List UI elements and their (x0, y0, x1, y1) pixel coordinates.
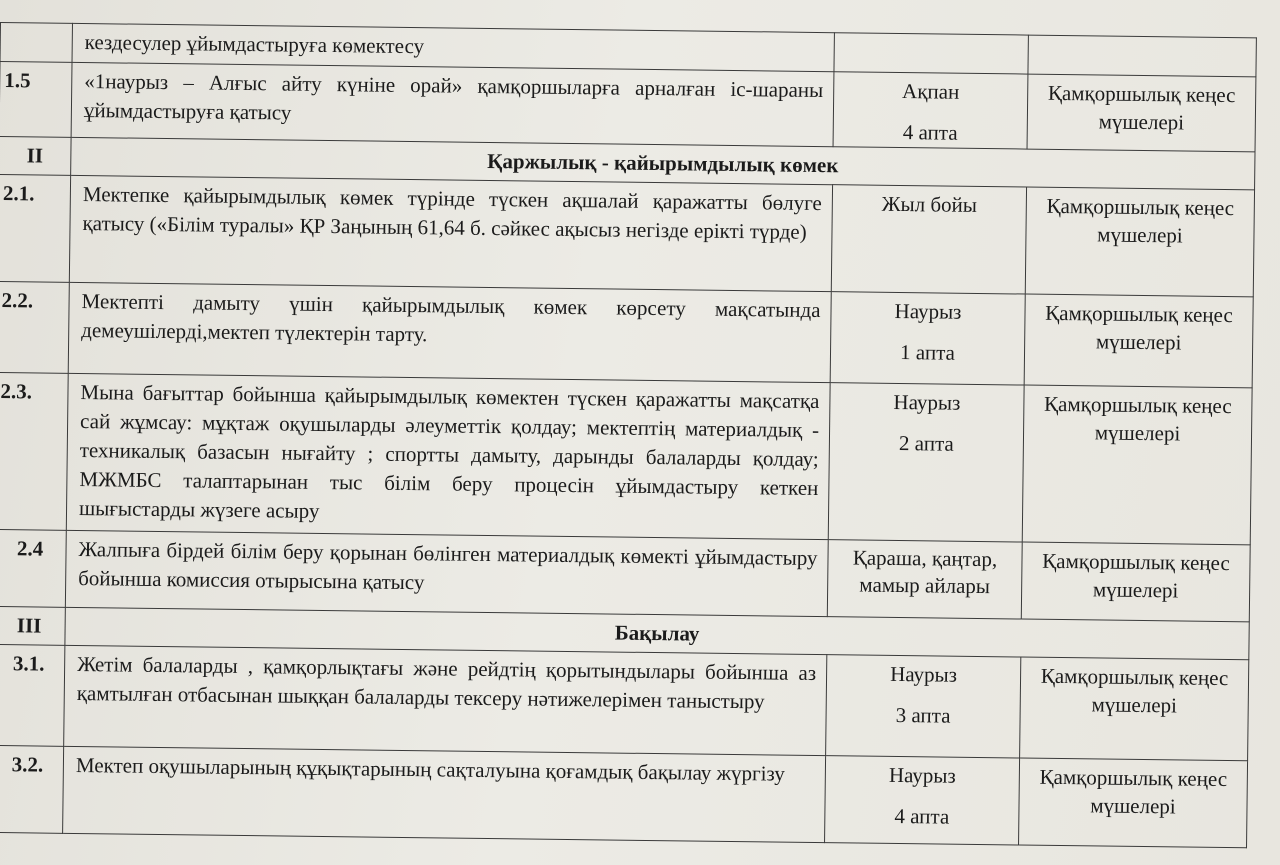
date-period: Қараша, қаңтар, мамыр айлары (852, 545, 998, 599)
date-cell (827, 540, 1022, 619)
date-month: Наурыз (888, 762, 956, 788)
date-week: 2 апта (898, 431, 954, 456)
date-week: 3 апта (895, 702, 951, 728)
activity-text: «1наурыз – Алғыс айту күніне орай» қамқоршыларға арналған іс-шараны ұйымдастыруға қатысу (71, 62, 834, 146)
table-row (0, 372, 1252, 544)
table-row (0, 745, 1248, 847)
section-title: Бақылау (65, 607, 1249, 659)
date-week: 4 апта (894, 803, 950, 829)
table-row (0, 644, 1249, 760)
row-number: 3.2. (0, 745, 64, 833)
activity-text: Мектепті дамыту үшін қайырымдылық көмек көрсету мақсатында демеушілерді,мектеп түлектерін тарту. (68, 282, 831, 382)
date-period: Жыл бойы (881, 191, 978, 217)
row-number: 2.1. (0, 174, 71, 282)
date-cell (826, 655, 1021, 758)
section-number: III (0, 606, 65, 645)
activity-text: Жалпыға бірдей білім беру қорынан бөлінген материалдық көмекті ұйымдастыру бойынша комиссия отырысына қатысу (65, 530, 828, 616)
section-number: II (0, 136, 71, 175)
responsible-cell (1028, 35, 1256, 77)
responsible-text: Қамқоршылық кеңес мүшелері (1024, 294, 1253, 388)
row-number: 2.2. (0, 281, 69, 373)
responsible-text: Қамқоршылық кеңес мүшелері (1027, 74, 1256, 152)
responsible-text: Қамқоршылық кеңес мүшелері (1019, 758, 1248, 848)
activity-text: Мына бағыттар бойынша қайырымдылық көмектен түскен қаражатты мақсатқа сай жұмсау: мұқтаж оқушыларды әлеуметтік қолдау; мектептің материалдық - техникалық базасын нығайту ; спортты дамыту, дарынды балаларды қолдау; МЖМБС талаптарынан тыс білім беру процесін ұйымдастыру кеткен шығыстарды жүзеге асыру (66, 373, 830, 539)
row-number: 1.5 (0, 62, 72, 138)
date-week: 4 апта (902, 120, 958, 145)
date-month: Ақпан (901, 79, 960, 104)
responsible-text: Қамқоршылық кеңес мүшелері (1022, 385, 1252, 545)
date-cell (831, 185, 1026, 294)
date-month: Наурыз (890, 661, 958, 687)
activity-text: кездесулер ұйымдастыруға көмектесу (72, 23, 834, 71)
responsible-text: Қамқоршылық кеңес мүшелері (1020, 657, 1249, 761)
activity-text: Жетім балаларды , қамқорлықтағы және рейдтің қорытындылары бойынша аз қамтылған отбасынан шыққан балаларды тексеру нәтижелерімен таныстыру (64, 645, 827, 755)
activity-text: Мектепке қайырымдылық көмек түрінде түскен ақшалай қаражатты бөлуге қатысу («Білім туралы» ҚР Заңының 61,64 б. сәйкес ақысыз негізде ерікті түрде) (69, 175, 832, 291)
row-number-cell (0, 23, 72, 63)
plan-table (0, 22, 1257, 848)
date-month: Наурыз (894, 298, 962, 324)
row-number: 3.1. (0, 644, 65, 746)
date-month: Наурыз (893, 389, 961, 415)
section-title: Қаржылық - қайырымдылық көмек (71, 137, 1255, 189)
date-cell (830, 292, 1025, 385)
date-cell (833, 72, 1028, 149)
table-row (0, 281, 1253, 387)
activity-text: Мектеп оқушыларының құқықтарының сақталуына қоғамдық бақылау жүргізу (63, 746, 826, 842)
date-cell (834, 33, 1028, 74)
table-row (0, 174, 1255, 296)
row-number: 2.3. (0, 372, 68, 530)
responsible-text: Қамқоршылық кеңес мүшелері (1025, 187, 1254, 297)
row-number: 2.4 (0, 529, 66, 607)
date-week: 1 апта (899, 340, 956, 365)
responsible-text: Қамқоршылық кеңес мүшелері (1021, 542, 1250, 622)
date-cell (828, 383, 1024, 542)
date-cell (825, 756, 1020, 845)
